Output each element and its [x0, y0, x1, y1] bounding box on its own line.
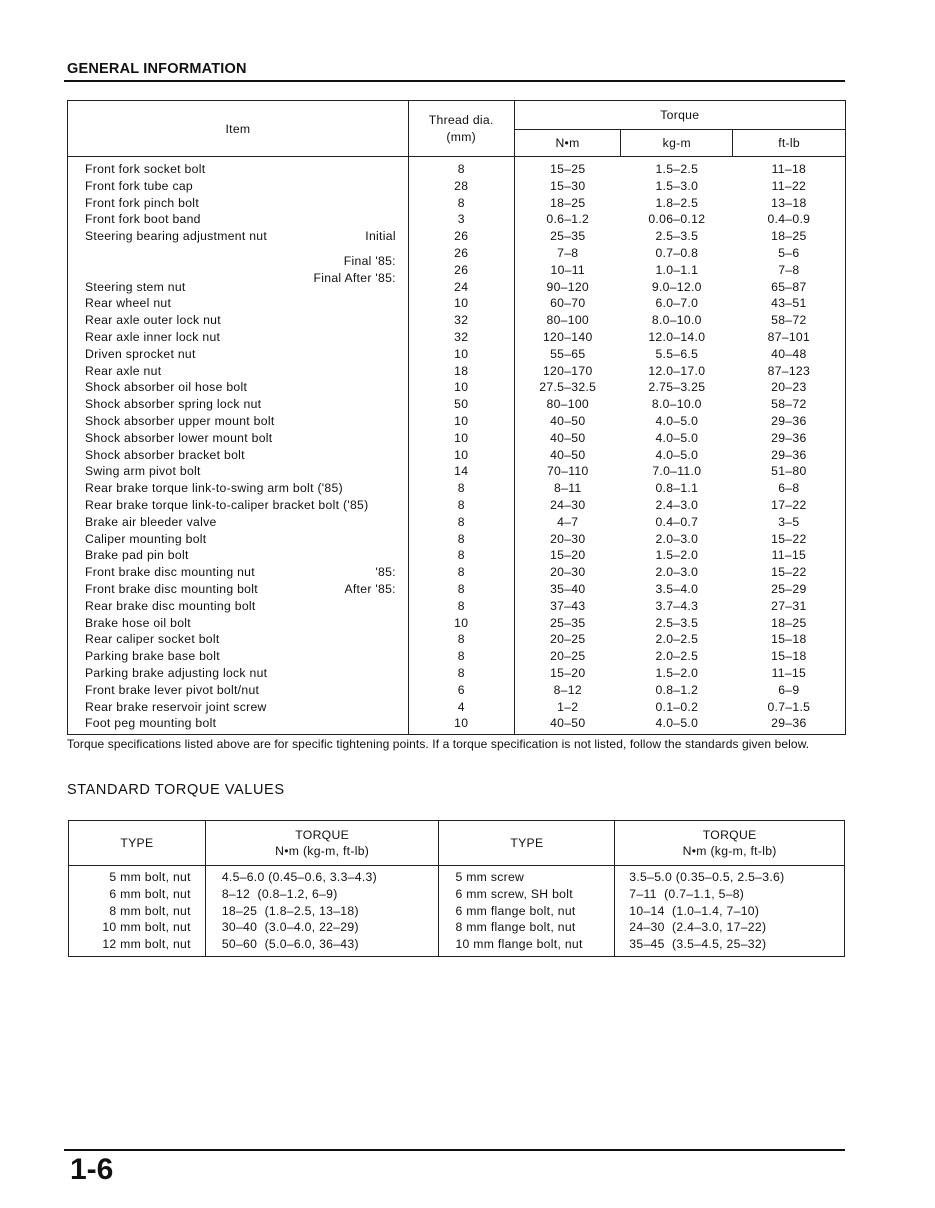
- item-note: Final '85:: [343, 254, 396, 269]
- thread-dia-cell: 10: [408, 295, 514, 312]
- std-type-1-cell: 5 mm bolt, nut: [69, 866, 206, 886]
- thread-dia-cell: 26: [408, 262, 514, 279]
- thread-dia-cell: 10: [408, 615, 514, 632]
- item-cell: [68, 497, 409, 514]
- header-thread: Thread dia. (mm): [408, 101, 514, 157]
- table-row: [68, 564, 846, 581]
- item-name: Rear caliper socket bolt: [85, 632, 220, 647]
- torque-kgm-cell: 2.0–3.0: [655, 565, 699, 580]
- table-row: [68, 598, 846, 615]
- table-row: [68, 682, 846, 699]
- torque-ftlb-cell: 27–31: [771, 598, 807, 613]
- torque-kgm-cell: 0.7–0.8: [655, 245, 699, 260]
- torque-kgm-cell: 2.5–3.5: [655, 615, 699, 630]
- item-cell: [68, 665, 409, 682]
- torque-ftlb-cell: 25–29: [771, 581, 807, 596]
- table-row: [68, 178, 846, 195]
- torque-ftlb-cell: 5–6: [778, 245, 800, 260]
- std-header-torque-1: [205, 821, 439, 866]
- thread-dia-cell: 8: [408, 564, 514, 581]
- torque-ftlb-cell: 11–15: [771, 665, 807, 680]
- table-row: [68, 547, 846, 564]
- item-cell: [68, 195, 409, 212]
- table-row: [68, 211, 846, 228]
- torque-nm-cell: 24–30: [550, 497, 586, 512]
- table-row: [69, 903, 845, 920]
- torque-ftlb-cell: 58–72: [771, 313, 807, 328]
- table-row: [68, 195, 846, 212]
- std-header-torque-2-line2: N•m (kg-m, ft-lb): [682, 844, 777, 858]
- item-name: Steering stem nut: [85, 279, 186, 294]
- torque-nm-cell: 90–120: [546, 279, 589, 294]
- std-header-torque-2: [615, 821, 845, 866]
- torque-nm-cell: 8–11: [554, 481, 582, 496]
- torque-ftlb-cell: 18–25: [771, 615, 807, 630]
- table-row: [68, 396, 846, 413]
- torque-kgm-cell: 2.0–3.0: [655, 531, 699, 546]
- item-cell: [68, 211, 409, 228]
- table-row: [69, 866, 845, 886]
- header-item: Item: [68, 101, 409, 157]
- item-name: Rear wheel nut: [85, 296, 172, 311]
- torque-nm-cell: 8–12: [553, 682, 582, 697]
- torque-nm-cell: 25–35: [550, 615, 586, 630]
- item-name: Front brake disc mounting nut: [85, 565, 255, 580]
- std-type-1-cell: 8 mm bolt, nut: [69, 903, 206, 920]
- torque-ftlb-cell: 15–22: [771, 565, 807, 580]
- table-row: [68, 157, 846, 178]
- torque-ftlb-cell: 0.4–0.9: [767, 212, 811, 227]
- torque-nm-cell: 37–43: [550, 598, 586, 613]
- table-row: [69, 936, 845, 956]
- item-name: Rear axle inner lock nut: [85, 329, 221, 344]
- torque-nm-cell: 4–7: [557, 514, 579, 529]
- table-row: [68, 228, 846, 245]
- thread-dia-cell: 32: [408, 329, 514, 346]
- std-torque-1-cell: 30–40 (3.0–4.0, 22–29): [205, 919, 439, 936]
- thread-dia-cell: 10: [408, 715, 514, 734]
- item-name: Rear brake reservoir joint screw: [85, 699, 267, 714]
- item-cell: [68, 295, 409, 312]
- item-cell: [68, 463, 409, 480]
- item-name: Front fork pinch bolt: [85, 195, 200, 210]
- thread-dia-cell: 10: [408, 346, 514, 363]
- torque-ftlb-cell: 43–51: [771, 296, 807, 311]
- item-name: Brake hose oil bolt: [85, 615, 191, 630]
- table-row: [68, 631, 846, 648]
- std-torque-2-cell: 10–14 (1.0–1.4, 7–10): [615, 903, 845, 920]
- item-cell: [68, 514, 409, 531]
- torque-nm-cell: 27.5–32.5: [539, 380, 597, 395]
- std-torque-2-cell: 7–11 (0.7–1.1, 5–8): [615, 886, 845, 903]
- std-header-torque-2-line1: TORQUE: [702, 828, 757, 842]
- item-name: Rear brake torque link-to-swing arm bolt ('85): [85, 481, 343, 496]
- std-type-2-cell: 8 mm flange bolt, nut: [439, 919, 615, 936]
- torque-ftlb-cell: 87–123: [767, 363, 811, 378]
- torque-nm-cell: 15–20: [550, 665, 586, 680]
- torque-kgm-cell: 2.4–3.0: [655, 497, 699, 512]
- thread-dia-cell: 10: [408, 430, 514, 447]
- torque-nm-cell: 80–100: [546, 397, 589, 412]
- item-name: Front fork tube cap: [85, 178, 193, 193]
- std-type-1-cell: 10 mm bolt, nut: [69, 919, 206, 936]
- header-rule: [64, 80, 845, 82]
- table-row: [68, 463, 846, 480]
- item-name: Front brake disc mounting bolt: [85, 581, 258, 596]
- table-row: [68, 363, 846, 380]
- torque-nm-cell: 120–140: [542, 329, 593, 344]
- torque-nm-cell: 1–2: [557, 699, 579, 714]
- item-cell: [68, 279, 409, 296]
- thread-dia-cell: 32: [408, 312, 514, 329]
- item-name: Driven sprocket nut: [85, 346, 196, 361]
- torque-nm-cell: 40–50: [550, 716, 586, 731]
- std-type-2-cell: 10 mm flange bolt, nut: [439, 936, 615, 956]
- std-torque-1-cell: 8–12 (0.8–1.2, 6–9): [205, 886, 439, 903]
- torque-ftlb-cell: 7–8: [778, 262, 800, 277]
- footer-rule: [64, 1149, 845, 1151]
- torque-kgm-cell: 0.8–1.2: [655, 682, 699, 697]
- thread-dia-cell: 8: [408, 480, 514, 497]
- page-number: 1-6: [70, 1153, 114, 1186]
- thread-dia-cell: 10: [408, 379, 514, 396]
- std-torque-1-cell: 4.5–6.0 (0.45–0.6, 3.3–4.3): [205, 866, 439, 886]
- table-row: [68, 262, 846, 279]
- torque-nm-cell: 120–170: [542, 363, 593, 378]
- torque-ftlb-cell: 58–72: [771, 397, 807, 412]
- torque-ftlb-cell: 51–80: [771, 464, 807, 479]
- item-name: Rear axle outer lock nut: [85, 313, 221, 328]
- std-header-torque-1-line2: N•m (kg-m, ft-lb): [275, 844, 370, 858]
- item-note: After '85:: [344, 581, 396, 596]
- torque-nm-cell: 20–25: [550, 649, 586, 664]
- item-cell: [68, 178, 409, 195]
- table-row: [68, 295, 846, 312]
- torque-kgm-cell: 1.8–2.5: [655, 195, 699, 210]
- item-note: '85:: [375, 565, 396, 580]
- item-name: Parking brake adjusting lock nut: [85, 665, 268, 680]
- torque-ftlb-cell: 29–36: [771, 447, 807, 462]
- item-cell: [68, 413, 409, 430]
- torque-ftlb-cell: 11–15: [771, 548, 807, 563]
- item-name: Shock absorber bracket bolt: [85, 447, 245, 462]
- torque-nm-cell: 15–25: [550, 162, 586, 176]
- torque-kgm-cell: 8.0–10.0: [651, 397, 702, 412]
- table-row: [68, 715, 846, 734]
- torque-nm-cell: 80–100: [546, 313, 589, 328]
- torque-ftlb-cell: 0.7–1.5: [767, 699, 811, 714]
- item-name: Parking brake base bolt: [85, 649, 220, 664]
- torque-kgm-cell: 1.5–2.0: [655, 548, 699, 563]
- table-row: [69, 886, 845, 903]
- thread-dia-cell: 8: [408, 531, 514, 548]
- thread-dia-cell: 26: [408, 228, 514, 245]
- item-cell: [68, 648, 409, 665]
- section-title: GENERAL INFORMATION: [67, 61, 247, 77]
- item-cell: [68, 547, 409, 564]
- item-cell: [68, 447, 409, 464]
- torque-spec-table: [67, 100, 846, 735]
- std-torque-2-cell: 35–45 (3.5–4.5, 25–32): [615, 936, 845, 956]
- item-name: Foot peg mounting bolt: [85, 716, 217, 731]
- thread-dia-cell: 18: [408, 363, 514, 380]
- item-cell: [68, 228, 409, 245]
- torque-nm-cell: 60–70: [550, 296, 586, 311]
- item-cell: [68, 157, 409, 178]
- torque-nm-cell: 25–35: [550, 229, 586, 244]
- torque-nm-cell: 7–8: [557, 245, 579, 260]
- torque-nm-cell: 15–30: [550, 178, 586, 193]
- item-name: Front fork boot band: [85, 212, 201, 227]
- torque-ftlb-cell: 87–101: [767, 329, 811, 344]
- item-cell: [68, 581, 409, 598]
- torque-kgm-cell: 1.5–2.0: [655, 665, 699, 680]
- item-name: Brake air bleeder valve: [85, 514, 217, 529]
- thread-dia-cell: 8: [408, 665, 514, 682]
- torque-kgm-cell: 2.75–3.25: [648, 380, 706, 395]
- torque-kgm-cell: 0.8–1.1: [655, 481, 699, 496]
- thread-dia-cell: 6: [408, 682, 514, 699]
- table-row: [68, 531, 846, 548]
- torque-kgm-cell: 7.0–11.0: [652, 464, 702, 479]
- std-type-1-cell: 6 mm bolt, nut: [69, 886, 206, 903]
- table-row: [68, 497, 846, 514]
- torque-ftlb-cell: 6–8: [778, 481, 800, 496]
- table-row: [68, 430, 846, 447]
- item-cell: [68, 531, 409, 548]
- item-name: Rear brake disc mounting bolt: [85, 598, 256, 613]
- torque-ftlb-cell: 13–18: [771, 195, 807, 210]
- header-kgm: kg-m: [621, 130, 733, 157]
- item-cell: [68, 379, 409, 396]
- torque-nm-cell: 10–11: [550, 262, 586, 277]
- item-name: Shock absorber oil hose bolt: [85, 380, 248, 395]
- table-row: [68, 648, 846, 665]
- torque-ftlb-cell: 20–23: [771, 380, 807, 395]
- torque-ftlb-cell: 17–22: [771, 497, 807, 512]
- std-type-2-cell: 6 mm screw, SH bolt: [439, 886, 615, 903]
- thread-dia-cell: 8: [408, 514, 514, 531]
- header-ftlb: ft-lb: [733, 130, 846, 157]
- thread-dia-cell: 8: [408, 631, 514, 648]
- torque-kgm-cell: 0.1–0.2: [655, 699, 699, 714]
- item-cell: [68, 245, 409, 269]
- item-name: Front fork socket bolt: [85, 162, 206, 176]
- table-row: [68, 312, 846, 329]
- table-row: [68, 447, 846, 464]
- item-cell: [68, 430, 409, 447]
- item-name: Shock absorber spring lock nut: [85, 397, 262, 412]
- std-type-2-cell: 6 mm flange bolt, nut: [439, 903, 615, 920]
- torque-nm-cell: 15–20: [550, 548, 586, 563]
- item-name: Front brake lever pivot bolt/nut: [85, 682, 260, 697]
- table-row: [68, 329, 846, 346]
- torque-kgm-cell: 0.06–0.12: [648, 212, 706, 227]
- item-cell: [68, 262, 409, 286]
- item-cell: [68, 396, 409, 413]
- table-row: [68, 279, 846, 296]
- torque-nm-cell: 20–30: [550, 531, 586, 546]
- header-torque: Torque: [514, 101, 845, 130]
- item-cell: [68, 699, 409, 716]
- item-name: Caliper mounting bolt: [85, 531, 207, 546]
- torque-kgm-cell: 5.5–6.5: [655, 346, 699, 361]
- item-name: Shock absorber upper mount bolt: [85, 413, 275, 428]
- item-cell: [68, 715, 409, 734]
- std-torque-1-cell: 50–60 (5.0–6.0, 36–43): [205, 936, 439, 956]
- torque-ftlb-cell: 15–18: [771, 632, 807, 647]
- standard-torque-table: [68, 820, 845, 957]
- torque-kgm-cell: 0.4–0.7: [655, 514, 699, 529]
- torque-kgm-cell: 12.0–17.0: [648, 363, 706, 378]
- torque-kgm-cell: 12.0–14.0: [648, 329, 706, 344]
- item-name: Swing arm pivot bolt: [85, 464, 201, 479]
- torque-nm-cell: 70–110: [546, 464, 589, 479]
- std-torque-1-cell: 18–25 (1.8–2.5, 13–18): [205, 903, 439, 920]
- torque-ftlb-cell: 29–36: [771, 413, 807, 428]
- table-row: [68, 346, 846, 363]
- torque-ftlb-cell: 11–22: [771, 178, 807, 193]
- thread-dia-cell: 8: [408, 598, 514, 615]
- torque-footnote: Torque specifications listed above are for specific tightening points. If a torque specification is not listed, follow the standards given below.: [67, 737, 810, 751]
- thread-dia-cell: 14: [408, 463, 514, 480]
- torque-kgm-cell: 1.5–2.5: [655, 162, 699, 176]
- torque-kgm-cell: 8.0–10.0: [651, 313, 702, 328]
- torque-kgm-cell: 6.0–7.0: [655, 296, 699, 311]
- thread-dia-cell: 4: [408, 699, 514, 716]
- item-name: Rear brake torque link-to-caliper bracket bolt ('85): [85, 497, 369, 512]
- thread-dia-cell: 26: [408, 245, 514, 262]
- standard-torque-title: STANDARD TORQUE VALUES: [67, 782, 285, 798]
- table-row: [69, 919, 845, 936]
- std-torque-2-cell: 24–30 (2.4–3.0, 17–22): [615, 919, 845, 936]
- table-row: [68, 514, 846, 531]
- torque-nm-cell: 20–30: [550, 565, 586, 580]
- torque-kgm-cell: 4.0–5.0: [655, 413, 699, 428]
- torque-ftlb-cell: 29–36: [771, 430, 807, 445]
- thread-dia-cell: 8: [408, 195, 514, 212]
- item-note: Final After '85:: [313, 271, 396, 286]
- item-name: Shock absorber lower mount bolt: [85, 430, 273, 445]
- table-row: [68, 245, 846, 262]
- thread-dia-cell: 3: [408, 211, 514, 228]
- thread-dia-cell: 8: [408, 157, 514, 178]
- torque-nm-cell: 40–50: [550, 413, 586, 428]
- item-cell: [68, 631, 409, 648]
- thread-dia-cell: 8: [408, 581, 514, 598]
- item-cell: [68, 480, 409, 497]
- torque-nm-cell: 20–25: [550, 632, 586, 647]
- torque-kgm-cell: 4.0–5.0: [655, 716, 699, 731]
- torque-nm-cell: 0.6–1.2: [546, 212, 590, 227]
- item-cell: [68, 564, 409, 581]
- table-row: [68, 665, 846, 682]
- item-note: Initial: [365, 229, 396, 244]
- torque-kgm-cell: 4.0–5.0: [655, 430, 699, 445]
- item-cell: [68, 615, 409, 632]
- torque-nm-cell: 18–25: [550, 195, 586, 210]
- torque-nm-cell: 35–40: [550, 581, 586, 596]
- torque-kgm-cell: 1.5–3.0: [655, 178, 699, 193]
- thread-dia-cell: 8: [408, 497, 514, 514]
- thread-dia-cell: 10: [408, 447, 514, 464]
- torque-ftlb-cell: 3–5: [778, 514, 800, 529]
- item-name: Brake pad pin bolt: [85, 548, 189, 563]
- item-cell: [68, 682, 409, 699]
- torque-kgm-cell: 3.7–4.3: [655, 598, 699, 613]
- header-nm: N•m: [514, 130, 621, 157]
- thread-dia-cell: 24: [408, 279, 514, 296]
- torque-ftlb-cell: 11–18: [771, 162, 807, 176]
- torque-nm-cell: 55–65: [550, 346, 586, 361]
- torque-ftlb-cell: 65–87: [771, 279, 807, 294]
- item-name: Steering bearing adjustment nut: [85, 229, 268, 244]
- torque-ftlb-cell: 6–9: [778, 682, 800, 697]
- torque-ftlb-cell: 15–22: [771, 531, 807, 546]
- thread-dia-cell: 28: [408, 178, 514, 195]
- item-cell: [68, 329, 409, 346]
- standard-table-body: [69, 866, 845, 957]
- spec-table-body: [68, 157, 846, 735]
- torque-kgm-cell: 1.0–1.1: [655, 262, 699, 277]
- table-row: [68, 615, 846, 632]
- thread-dia-cell: 50: [408, 396, 514, 413]
- torque-kgm-cell: 3.5–4.0: [655, 581, 699, 596]
- torque-kgm-cell: 2.5–3.5: [655, 229, 699, 244]
- table-row: [68, 480, 846, 497]
- std-type-1-cell: 12 mm bolt, nut: [69, 936, 206, 956]
- torque-nm-cell: 40–50: [550, 447, 586, 462]
- thread-dia-cell: 8: [408, 648, 514, 665]
- std-header-type-2: TYPE: [439, 821, 615, 866]
- torque-ftlb-cell: 18–25: [771, 229, 807, 244]
- torque-kgm-cell: 2.0–2.5: [655, 649, 699, 664]
- table-row: [68, 413, 846, 430]
- std-torque-2-cell: 3.5–5.0 (0.35–0.5, 2.5–3.6): [615, 866, 845, 886]
- torque-ftlb-cell: 40–48: [771, 346, 807, 361]
- torque-kgm-cell: 2.0–2.5: [655, 632, 699, 647]
- thread-dia-cell: 10: [408, 413, 514, 430]
- item-cell: [68, 312, 409, 329]
- torque-kgm-cell: 4.0–5.0: [655, 447, 699, 462]
- item-cell: [68, 363, 409, 380]
- torque-kgm-cell: 9.0–12.0: [651, 279, 702, 294]
- torque-nm-cell: 40–50: [550, 430, 586, 445]
- item-cell: [68, 346, 409, 363]
- std-type-2-cell: 5 mm screw: [439, 866, 615, 886]
- table-row: [68, 581, 846, 598]
- table-row: [68, 699, 846, 716]
- thread-dia-cell: 8: [408, 547, 514, 564]
- torque-ftlb-cell: 15–18: [771, 649, 807, 664]
- std-header-type-1: TYPE: [69, 821, 206, 866]
- item-name: Rear axle nut: [85, 363, 162, 378]
- item-cell: [68, 598, 409, 615]
- torque-ftlb-cell: 29–36: [771, 716, 807, 731]
- std-header-torque-1-line1: TORQUE: [295, 828, 349, 842]
- table-row: [68, 379, 846, 396]
